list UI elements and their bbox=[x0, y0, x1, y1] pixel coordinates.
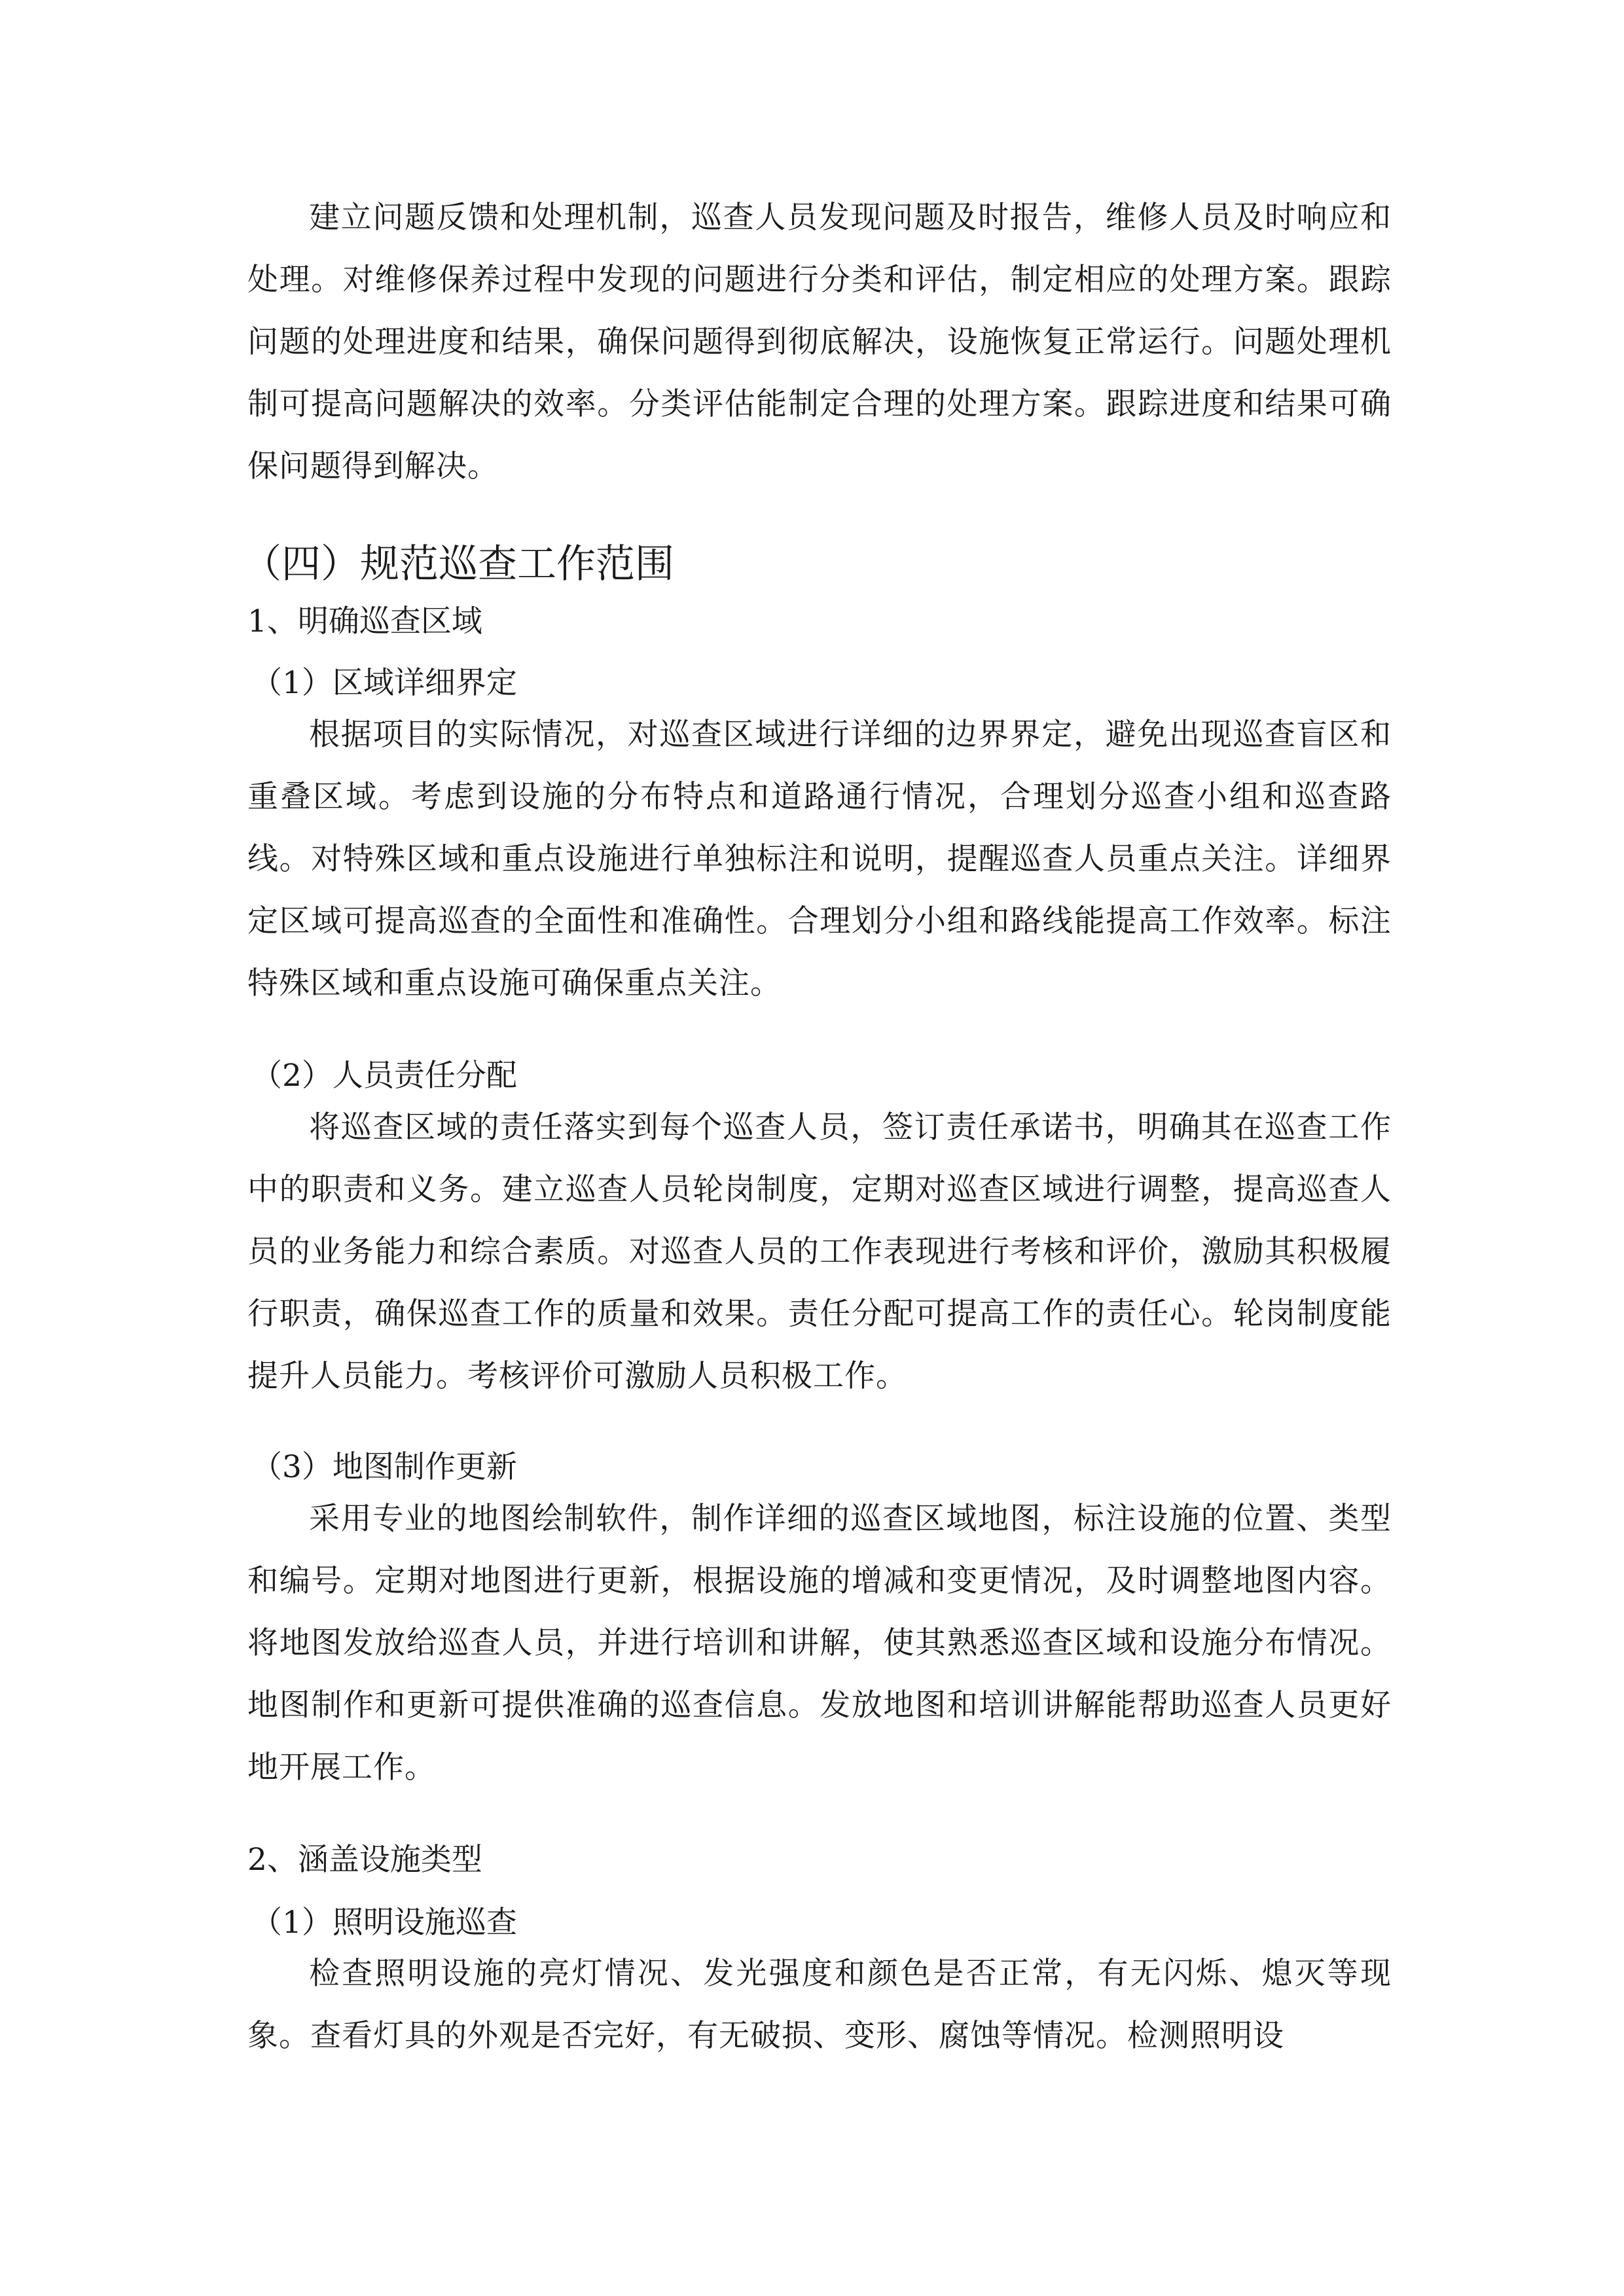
subsection-2-heading: 2、涵盖设施类型 bbox=[247, 1842, 482, 1878]
paragraph-lighting: 检查照明设施的亮灯情况、发光强度和颜色是否正常，有无闪烁、熄灭等现象。查看灯具的外观是否完好，有无破损、变形、腐蚀等情况。检测照明设 bbox=[247, 1956, 1392, 2054]
paragraph-area-definition: 根据项目的实际情况，对巡查区域进行详细的边界界定，避免出现巡查盲区和重叠区域。考虑到设施的分布特点和道路通行情况，合理划分巡查小组和巡查路线。对特殊区域和重点设施进行单独标注和说明，提醒巡查人员重点关注。详细界定区域可提高巡查的全面性和准确性。合理划分小组和路线能提高工作效率。标注特殊区域和重点设施可确保重点关注。 bbox=[247, 717, 1392, 1001]
item-heading-lighting: （1）照明设施巡查 bbox=[251, 1905, 517, 1941]
item-heading-responsibility: （2）人员责任分配 bbox=[251, 1058, 517, 1094]
section-heading: （四）规范巡查工作范围 bbox=[242, 541, 674, 587]
paragraph-responsibility: 将巡查区域的责任落实到每个巡查人员，签订责任承诺书，明确其在巡查工作中的职责和义务。建立巡查人员轮岗制度，定期对巡查区域进行调整，提高巡查人员的业务能力和综合素质。对巡查人员的工作表现进行考核和评价，激励其积极履行职责，确保巡查工作的质量和效果。责任分配可提高工作的责任心。轮岗制度能提升人员能力。考核评价可激励人员积极工作。 bbox=[247, 1109, 1392, 1394]
item-heading-area-definition: （1）区域详细界定 bbox=[251, 665, 517, 701]
subsection-1-heading: 1、明确巡查区域 bbox=[247, 603, 482, 639]
item-heading-map-update: （3）地图制作更新 bbox=[251, 1449, 517, 1485]
paragraph-map-update: 采用专业的地图绘制软件，制作详细的巡查区域地图，标注设施的位置、类型和编号。定期对地图进行更新，根据设施的增减和变更情况，及时调整地图内容。将地图发放给巡查人员，并进行培训和讲解，使其熟悉巡查区域和设施分布情况。地图制作和更新可提供准确的巡查信息。发放地图和培训讲解能帮助巡查人员更好地开展工作。 bbox=[247, 1501, 1392, 1785]
intro-paragraph: 建立问题反馈和处理机制，巡查人员发现问题及时报告，维修人员及时响应和处理。对维修保养过程中发现的问题进行分类和评估，制定相应的处理方案。跟踪问题的处理进度和结果，确保问题得到彻底解决，设施恢复正常运行。问题处理机制可提高问题解决的效率。分类评估能制定合理的处理方案。跟踪进度和结果可确保问题得到解决。 bbox=[247, 200, 1392, 484]
